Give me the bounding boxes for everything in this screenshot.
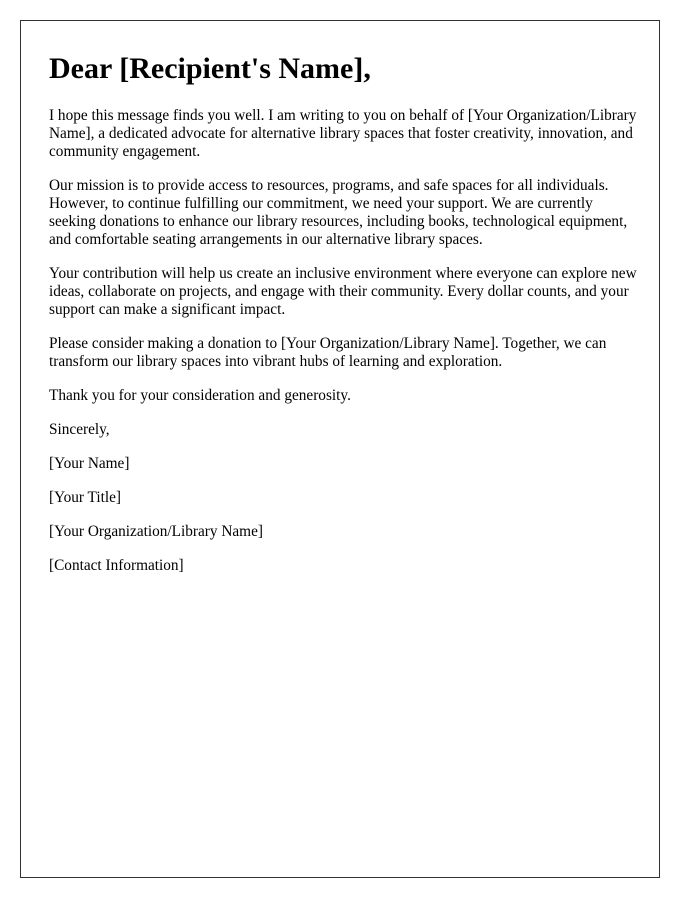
letter-content xyxy=(49,49,639,591)
signature-name: [Your Name] xyxy=(49,455,130,472)
signature-contact: [Contact Information] xyxy=(49,557,184,574)
signature-organization: [Your Organization/Library Name] xyxy=(49,523,263,540)
salutation: Dear [Recipient's Name], xyxy=(49,52,371,85)
paragraph-mission: Our mission is to provide access to resources, programs, and safe spaces for all individuals. However, to continue fulfilling our commitment, we need your support. We are currently seeking donations to enhance our library resources, including books, technological equipment, and comfortable seating arrangements in our alternative library spaces. xyxy=(49,177,628,248)
letter-page xyxy=(20,20,660,878)
signature-title: [Your Title] xyxy=(49,489,121,506)
paragraph-contribution: Your contribution will help us create an inclusive environment where everyone can explore new ideas, collaborate on projects, and engage with their community. Every dollar counts, and your support can make a significant impact. xyxy=(49,265,637,318)
paragraph-request: Please consider making a donation to [Your Organization/Library Name]. Together, we can transform our library spaces into vibrant hubs of learning and exploration. xyxy=(49,335,607,370)
paragraph-thanks: Thank you for your consideration and generosity. xyxy=(49,387,351,404)
closing: Sincerely, xyxy=(49,421,110,438)
paragraph-intro: I hope this message finds you well. I am writing to you on behalf of [Your Organization/Library Name], a dedicated advocate for alternative library spaces that foster creativity, innovation, and community engagement. xyxy=(49,107,637,160)
